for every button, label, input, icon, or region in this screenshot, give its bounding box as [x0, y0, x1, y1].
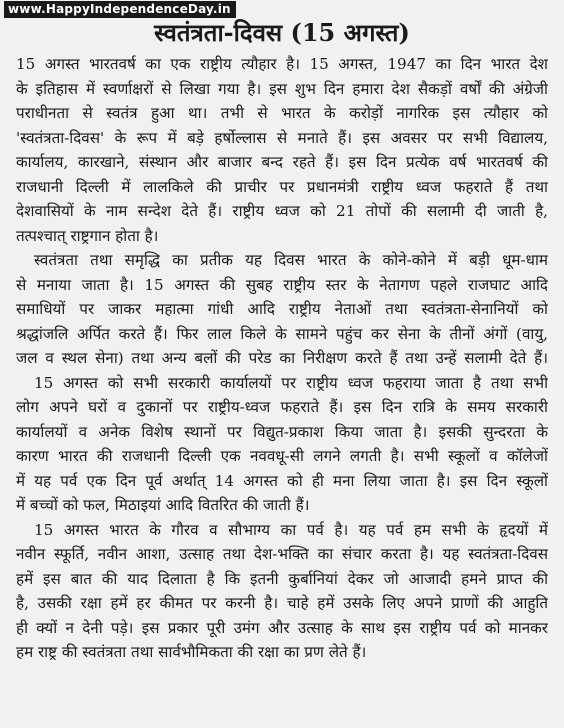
text-line: है, उसकी रक्षा हमें हर कीमत पर करनी है। चाहे हमें उसके लिए अपने प्राणों की आहुति	[16, 594, 548, 612]
text-line: ही क्यों न देनी पड़े। इस प्रकार पूरी उमंग और उत्साह के साथ इस राष्ट्रीय पर्व को मानकर	[16, 618, 548, 637]
paragraph-4	[16, 518, 548, 665]
text-line: कार्यालयों व अनेक विशेष स्थानों पर विद्युत-प्रकाश किया जाता है। इसकी सुन्दरता के	[16, 422, 548, 441]
essay-body	[16, 52, 548, 665]
text-line: से मनाया जाता है। 15 अगस्त की सुबह राष्ट्रीय स्तर के नेतागण पहले राजघाट आदि	[16, 275, 548, 294]
text-line: कारण भारत की राजधानी दिल्ली एक नववधू-सी लगने लगती है। सभी स्कूलों व कॉलेजों	[16, 447, 548, 465]
text-line: में यह पर्व एक दिन पूर्व अर्थात् 14 अगस्त को ही मना लिया जाता है। इस दिन स्कूलों	[16, 471, 548, 490]
text-line: तत्पश्चात् राष्ट्रगान होता है।	[16, 226, 159, 245]
text-line: कार्यालय, कारखाने, संस्थान और बाजार बन्द रहते हैं। इस दिन प्रत्येक वर्ष भारतवर्ष की	[16, 153, 548, 171]
text-line: जल व स्थल सेना) तथा अन्य बलों की परेड का निरीक्षण करते हैं तथा उन्हें सलामी देते हैं।	[16, 349, 548, 367]
watermark-url: www.HappyIndependenceDay.in	[4, 1, 236, 18]
text-line: 15 अगस्त भारत के गौरव व सौभाग्य का पर्व है। यह पर्व हम सभी के हृदयों में	[34, 520, 548, 539]
text-line: 'स्वतंत्रता-दिवस' के रूप में बड़े हर्षोल्लास से मनाते हैं। इस अवसर पर सभी विद्यालय,	[16, 128, 548, 147]
text-line: देशवासियों के नाम सन्देश देते हैं। राष्ट्रीय ध्वज को 21 तोपों की सलामी दी जाती है,	[16, 202, 548, 220]
paragraph-2	[16, 248, 548, 371]
text-line: 15 अगस्त को सभी सरकारी कार्यालयों पर राष्ट्रीय ध्वज फहराया जाता है तथा सभी	[34, 373, 548, 392]
text-line: श्रद्धांजलि अर्पित करते हैं। फिर लाल किले के सामने पहुंच कर सेना के तीनों अंगों (वायु,	[16, 324, 548, 343]
text-line: में बच्चों को फल, मिठाइयां आदि वितरित की जाती हैं।	[16, 496, 310, 514]
text-line: समाधियों पर जाकर महात्मा गांधी आदि राष्ट्रीय नेताओं तथा स्वतंत्रता-सेनानियों को	[16, 300, 548, 318]
paragraph-3	[16, 371, 548, 518]
paragraph-1	[16, 52, 548, 248]
text-line: स्वतंत्रता तथा समृद्धि का प्रतीक यह दिवस भारत के कोने-कोने में बड़ी धूम-धाम	[34, 251, 548, 269]
text-line: के इतिहास में स्वर्णाक्षरों से लिखा गया है। इस शुभ दिन हमारा देश सैकड़ों वर्षों की अंग्रेजी	[16, 79, 548, 98]
text-line: हम राष्ट्र की स्वतंत्रता तथा सार्वभौमिकता की रक्षा का प्रण लेते हैं।	[16, 643, 367, 661]
text-line: राजधानी दिल्ली में लालकिले की प्राचीर पर प्रधानमंत्री राष्ट्रीय ध्वज फहराते हैं तथा	[16, 177, 548, 196]
text-line: हमें इस बात की याद दिलाता है कि इतनी कुर्बानियां देकर जो आजादी हमने प्राप्त की	[16, 569, 548, 588]
essay-title: स्वतंत्रता-दिवस (15 अगस्त)	[154, 18, 410, 47]
text-line: नवीन स्फूर्ति, नवीन आशा, उत्साह तथा देश-भक्ति का संचार करता है। यह स्वतंत्रता-दिवस	[16, 545, 548, 563]
text-line: पराधीनता से स्वतंत्र हुआ था। तभी से भारत के करोड़ों नागरिक इस त्यौहार को	[16, 104, 548, 122]
text-line: लोग अपने घरों व दुकानों पर राष्ट्रीय-ध्वज फहराते हैं। इस दिन रात्रि के समय सरकारी	[16, 398, 548, 416]
text-line: 15 अगस्त भारतवर्ष का एक राष्ट्रीय त्यौहार है। 15 अगस्त, 1947 का दिन भारत देश	[16, 55, 548, 73]
